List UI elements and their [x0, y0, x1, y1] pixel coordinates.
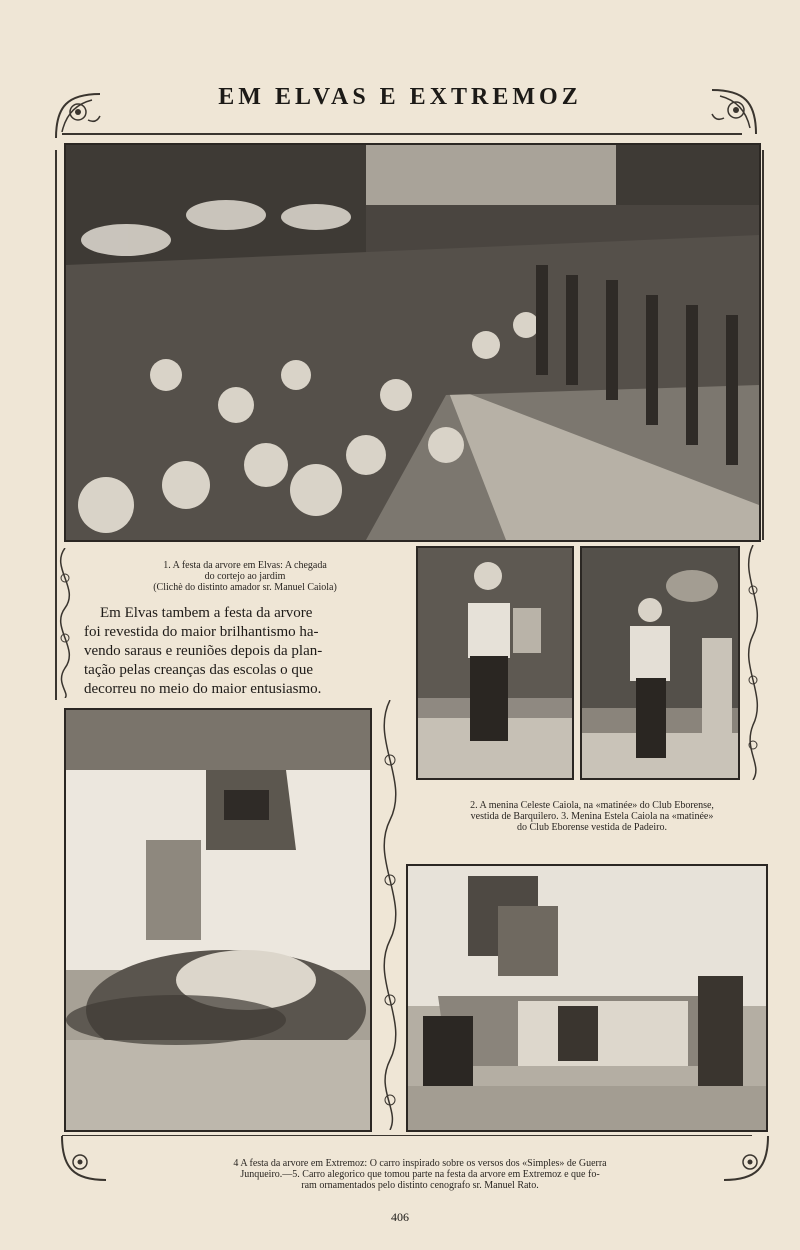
article-text [84, 604, 404, 699]
caption-photos-4-5 [120, 1158, 720, 1191]
corner-ornament-icon [48, 86, 108, 146]
caption-line: do cortejo ao jardim [204, 571, 286, 582]
caption-line: 2. A menina Celeste Caiola, na «matinée» do Club Eborense, [470, 800, 714, 811]
page-number: 406 [391, 1210, 409, 1224]
caption-line: Junqueiro.—5. Carro alegorico que tomou parte na festa da arvore em Extremoz e que fo- [240, 1169, 600, 1180]
photo-crowd-garden [64, 143, 761, 542]
photo-float-extremoz [64, 708, 372, 1132]
text-line: vendo saraus e reuniões depois da plan- [84, 643, 323, 659]
text-line: foi revestida do maior brilhantismo ha- [84, 624, 319, 640]
caption-photo-1 [80, 560, 410, 593]
caption-line: 4 A festa da arvore em Extremoz: O carro inspirado sobre os versos dos «Simples» de Guerra [233, 1158, 607, 1169]
frame-bottom-rule [62, 1135, 752, 1136]
photo-carro-alegorico [406, 864, 768, 1132]
scroll-ornament-icon [370, 700, 410, 1130]
frame-top-rule [62, 133, 742, 135]
caption-line: do Club Eborense vestida de Padeiro. [517, 822, 667, 833]
caption-line: (Clichè do distinto amador sr. Manuel Caiola) [153, 582, 337, 593]
caption-line: ram ornamentados pelo distinto cenografo sr. Manuel Rato. [301, 1180, 539, 1191]
caption-photos-2-3 [412, 800, 772, 833]
corner-ornament-icon [704, 82, 764, 142]
photo-girl-padeiro [580, 546, 740, 780]
scroll-ornament-icon [50, 548, 80, 698]
page-title: EM ELVAS E EXTREMOZ [218, 84, 582, 110]
corner-ornament-icon [54, 1128, 114, 1188]
caption-line: 1. A festa da arvore em Elvas: A chegada [163, 560, 327, 571]
text-line: decorreu no meio do maior entusiasmo. [84, 681, 322, 697]
scroll-ornament-icon [738, 545, 768, 780]
photo-girl-barquilero [416, 546, 574, 780]
frame-right-rule [762, 150, 764, 540]
text-line: tação pelas creanças das escolas o que [84, 662, 314, 678]
text-line: Em Elvas tambem a festa da arvore [100, 605, 313, 621]
caption-line: vestida de Barquilero. 3. Menina Estela Caiola na «matinée» [470, 811, 714, 822]
corner-ornament-icon [716, 1128, 776, 1188]
